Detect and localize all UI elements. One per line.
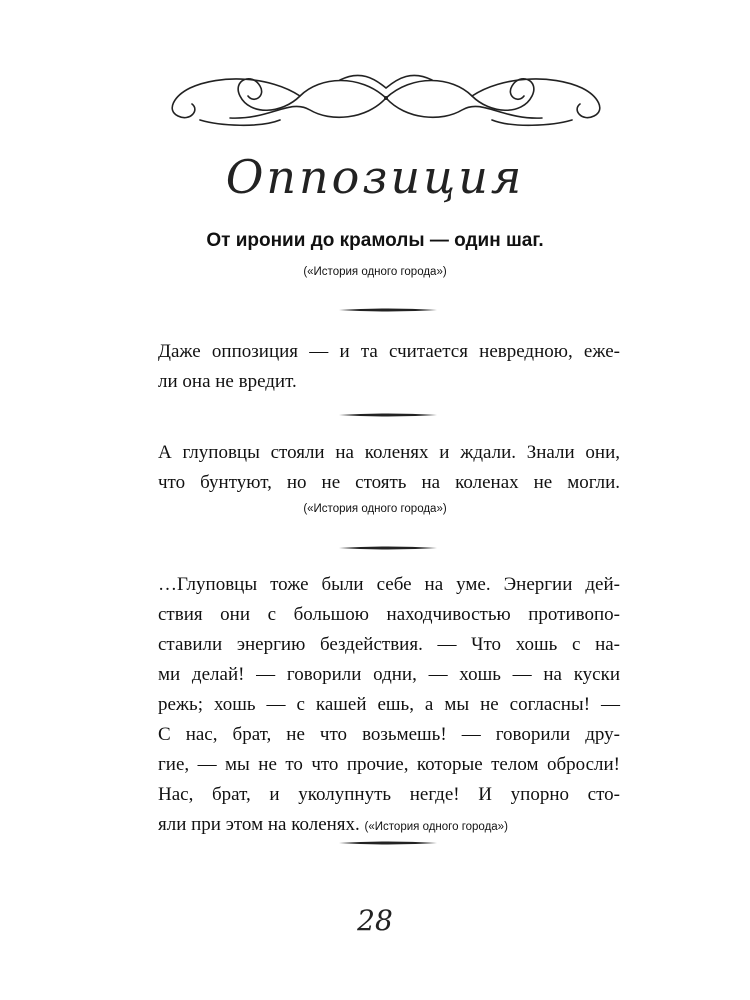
page-number: 28	[357, 904, 393, 937]
section-divider	[339, 307, 437, 313]
quote-3-line: ми делай! — говорили одни, — хошь — на куски	[158, 664, 620, 685]
quote-1	[158, 337, 620, 397]
quote-3-line: …Глуповцы тоже были себе на уме. Энергии дей-	[158, 574, 620, 595]
quote-1-line: ли она не вредит.	[158, 371, 297, 392]
epigraph-heading: От иронии до крамолы — один шаг.	[206, 230, 544, 251]
page-title: Оппозиция	[225, 150, 525, 204]
top-flourish-ornament	[160, 66, 612, 130]
section-divider	[339, 545, 437, 551]
quote-3-line	[158, 810, 620, 842]
quote-2-line: А глуповцы стояли на коленях и ждали. Знали они,	[158, 442, 620, 463]
quote-3-line: С нас, брат, не что возьмешь! — говорили дру-	[158, 724, 620, 745]
quote-3-line: ствия они с большою находчивостью противопо-	[158, 604, 620, 625]
quote-2-line: что бунтуют, но не стоять на коленах не могли.	[158, 472, 620, 493]
quote-3-line: режь; хошь — с кашей ешь, а мы не согласны! —	[158, 694, 620, 715]
quote-2-source: («История одного города»)	[303, 503, 447, 515]
epigraph-source: («История одного города»)	[303, 266, 447, 278]
quote-3-source: («История одного города»)	[364, 821, 508, 833]
quote-3-text: яли при этом на коленях.	[158, 814, 360, 835]
quote-1-line: Даже оппозиция — и та считается невредною, еже-	[158, 341, 620, 362]
quote-3	[158, 570, 620, 842]
section-divider	[339, 412, 437, 418]
quote-3-line: ставили энергию бездействия. — Что хошь с на-	[158, 634, 620, 655]
quote-2	[158, 438, 620, 498]
quote-3-line	[158, 750, 620, 810]
section-divider	[339, 840, 437, 846]
quote-3-text: гие, — мы не то что прочие, которые телом обросли! Нас, брат, и уколупнуть негде! И упорно сто-	[158, 754, 620, 805]
